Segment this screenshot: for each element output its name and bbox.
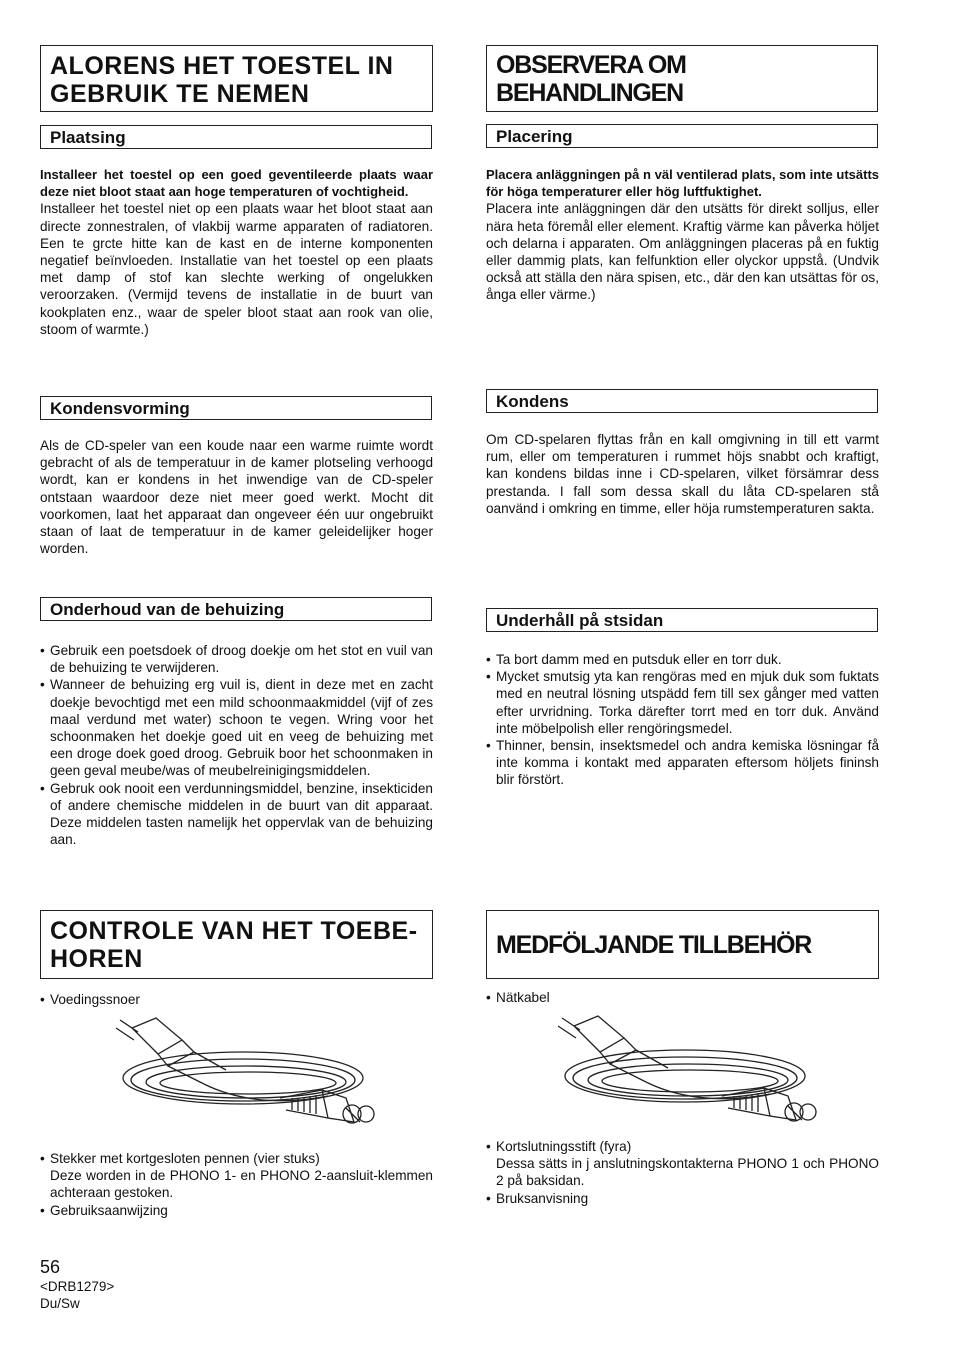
heading-kondens: Kondens (486, 389, 878, 413)
title-line: ALORENS HET TOESTEL IN (50, 52, 394, 80)
title-line: HOREN (50, 945, 143, 973)
list-item: • Gebruik een poetsdoek of droog doekje om het stot en vuil van de behuizing te verwijderen. (40, 642, 433, 676)
list-item: • Mycket smutsig yta kan rengöras med en mjuk duk som fuktats med en neutral lösning utspädd fem till sex gånger med vatten efter urvridning. Torka därefter torrt med en torr duk. Använd inte möbelpolish eller rengöringsmedel. (486, 668, 879, 737)
placering-bold: Placera anläggningen på n väl ventilerad plats, som inte utsätts för höga temperaturer eller hög luftfuktighet. (486, 167, 879, 200)
language-code: Du/Sw (40, 1296, 80, 1311)
page-number: 56 (40, 1257, 61, 1277)
acc-items-nl (40, 1150, 433, 1219)
power-cord-illustration (108, 1010, 378, 1138)
list-item: • Ta bort damm med en putsduk eller en torr duk. (486, 651, 879, 668)
kondensvorming-body (40, 437, 433, 557)
kondensvorming-text: Als de CD-speler van een koude naar een warme ruimte wordt gebracht of als de temperatuur in de kamer plotseling verhoogd wordt, kan er kondens in het inwendige van de CD-speler ontstaan waardoor deze niet meer goed werkt. Mocht dit voorkomen, laat het apparaat dan ongeveer één uur ongebruikt staan of laat de temperatuur in de kamer geleidelijker hoger worden. (40, 438, 433, 557)
list-item: • Gebruiksaanwijzing (40, 1202, 433, 1219)
heading-plaatsing: Plaatsing (40, 125, 432, 149)
acc-items-sw (486, 1138, 879, 1207)
plaatsing-body (40, 166, 433, 338)
kondens-text: Om CD-spelaren flyttas från en kall omgivning in till ett varmt rum, eller om temperaturen i rummet höjs snabbt och kraftigt, kan kondens bildas inne i CD-spelaren, vilket försämrar dess prestanda. I fall som dessa skall du låta CD-spelaren stå oanvänd i omkring en timme, eller höja rumstemperaturen sakta. (486, 432, 879, 516)
accessories-title-nl (40, 910, 433, 979)
acc-item2-cont: Deze worden in de PHONO 1- en PHONO 2-aansluit-klemmen achteraan gestoken. (50, 1168, 433, 1201)
onderhoud-body (40, 642, 433, 848)
list-item (486, 1138, 879, 1190)
plaatsing-text: Installeer het toestel niet op een plaats waar het bloot staat aan directe zonnestralen, of vlakbij warme apparaten of radiatoren. Een te grcte hitte kan de kast en de interne komponenten negatief beïnvloeden. Installatie van het toestel op een plaats met damp of stof kan slechte werking of ongelukken veroorzaken. (Vermijd tevens de installatie in de buurt van kookplaten enz., waar de speler bloot staat aan rook van olie, stoom of warmte.) (40, 201, 433, 337)
list-item: • Voedingssnoer (40, 991, 433, 1008)
document-code: <DRB1279> (40, 1279, 115, 1294)
list-item: • Nätkabel (486, 989, 879, 1006)
title-line: CONTROLE VAN HET TOEBE- (50, 917, 418, 945)
section-title-nl (40, 45, 433, 112)
underhall-list (486, 651, 879, 789)
heading-kondensvorming: Kondensvorming (40, 396, 432, 420)
acc-item2-cont: Dessa sätts in j anslutningskontakterna PHONO 1 och PHONO 2 på baksidan. (496, 1156, 879, 1189)
onderhoud-list (40, 642, 433, 848)
page-footer (40, 1256, 114, 1312)
acc-item2: Kortslutningsstift (fyra) (496, 1139, 632, 1154)
acc-item2: Stekker met kortgesloten pennen (vier stuks) (50, 1151, 320, 1166)
list-item: • Bruksanvisning (486, 1190, 879, 1207)
title-line: GEBRUIK TE NEMEN (50, 80, 310, 108)
list-item: • Wanneer de behuizing erg vuil is, dient in deze met en zacht doekje bevochtigd met een mild schoonmaakmiddel (vijf of zes maal verdund met water) schoon te vegen. Wring voor het schoonmaken het doekje goed uit en veeg de behuizing met een droge doek goed droog. Gebruik boor het schoonmaken in geen geval meube/was of meubelreinigingsmiddelen. (40, 676, 433, 779)
accessories-title-sw (486, 910, 879, 979)
list-item (40, 1150, 433, 1202)
list-item: • Thinner, bensin, insektsmedel och andra kemiska lösningar få inte komma i kontakt med apparaten eftersom höljets fininsh blir förstört. (486, 737, 879, 789)
title-line: OBSERVERA OM BEHANDLINGEN (496, 50, 686, 107)
plaatsing-bold: Installeer het toestel op een goed geventileerde plaats waar deze niet bloot staat aan hoge temperaturen of vochtigheid. (40, 167, 433, 200)
list-item: • Gebruk ook nooit een verdunningsmiddel, benzine, insekticiden of andere chemische middelen in de buurt van dit apparaat. Deze middelen tasten namelijk het oppervlak van de behuizing aan. (40, 780, 433, 849)
placering-text: Placera inte anläggningen där den utsätts för direkt solljus, eller nära heta föremål eller element. Kraftig värme kan påverka höljet och delarna i apparaten. Om anläggningen placeras på en fuktig eller dammig plats, kan felfunktion eller olyckor uppstå. (Undvik också att ställa den nära spisen, etc., där den kan utsättas för os, ånga eller värme.) (486, 201, 879, 303)
title-line: MEDFÖLJANDE TILLBEHÖR (496, 930, 812, 959)
heading-placering: Placering (486, 124, 878, 148)
acc-item1-sw (486, 989, 879, 1006)
heading-underhall: Underhåll på stsidan (486, 608, 878, 632)
kondens-body (486, 431, 879, 517)
underhall-body (486, 651, 879, 789)
heading-onderhoud: Onderhoud van de behuizing (40, 597, 432, 621)
placering-body (486, 166, 879, 304)
power-cord-illustration (550, 1008, 820, 1136)
section-title-sw (486, 45, 878, 112)
acc-item1-nl (40, 991, 433, 1008)
